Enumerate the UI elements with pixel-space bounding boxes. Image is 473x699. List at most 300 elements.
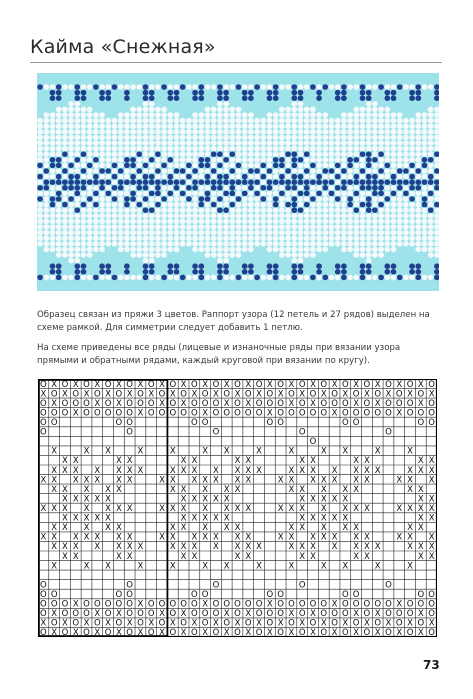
knit-stitch <box>192 163 198 169</box>
knit-stitch <box>279 252 285 258</box>
knit-stitch <box>366 118 372 124</box>
knit-stitch <box>260 185 266 191</box>
symbol-x: X <box>83 475 90 486</box>
knit-stitch <box>409 84 415 90</box>
knit-stitch <box>360 185 366 191</box>
symbol-o: O <box>374 408 382 419</box>
knit-stitch <box>341 196 347 202</box>
knit-stitch <box>254 191 260 197</box>
knit-stitch <box>378 129 384 135</box>
symbol-o: O <box>395 618 403 629</box>
knit-stitch <box>74 174 80 180</box>
knit-stitch <box>167 202 173 208</box>
symbol-x: X <box>342 494 349 505</box>
knit-stitch <box>149 123 155 129</box>
knit-stitch <box>112 207 118 213</box>
knit-stitch <box>99 135 105 141</box>
knit-stitch <box>155 202 161 208</box>
knit-stitch <box>242 129 248 135</box>
knit-stitch <box>74 95 80 101</box>
symbol-x: X <box>353 542 360 553</box>
knit-stitch <box>310 207 316 213</box>
symbol-x: X <box>51 628 58 637</box>
symbol-x: X <box>169 523 176 534</box>
knitted-sample-photo <box>37 73 439 291</box>
symbol-o: O <box>169 599 177 610</box>
knit-stitch <box>74 118 80 124</box>
symbol-o: O <box>234 408 241 419</box>
knit-stitch <box>136 191 142 197</box>
knit-stitch <box>415 213 421 219</box>
symbol-o: O <box>244 618 252 629</box>
knit-stitch <box>205 207 211 213</box>
symbol-x: X <box>320 484 327 495</box>
knit-stitch <box>167 185 173 191</box>
knit-stitch <box>186 168 192 174</box>
knit-stitch <box>124 174 130 180</box>
knit-stitch <box>93 146 99 152</box>
knit-stitch <box>242 118 248 124</box>
knit-stitch <box>329 207 335 213</box>
symbol-x: X <box>115 484 122 495</box>
knit-stitch <box>62 235 68 241</box>
knit-stitch <box>360 118 366 124</box>
knit-stitch <box>260 213 266 219</box>
knit-stitch <box>124 168 130 174</box>
symbol-x: X <box>137 628 144 637</box>
symbol-x: X <box>417 551 424 562</box>
knit-stitch <box>353 230 359 236</box>
knit-stitch <box>93 118 99 124</box>
knit-stitch <box>285 224 291 230</box>
knit-stitch <box>415 196 421 202</box>
knit-stitch <box>112 191 118 197</box>
knit-stitch <box>360 174 366 180</box>
knit-stitch <box>267 146 273 152</box>
symbol-x: X <box>115 379 122 390</box>
knit-stitch <box>143 90 149 96</box>
knit-stitch <box>62 179 68 185</box>
knit-stitch <box>161 135 167 141</box>
symbol-o: O <box>255 599 263 610</box>
knit-stitch <box>366 185 372 191</box>
knit-stitch <box>279 241 285 247</box>
symbol-o: O <box>428 628 435 637</box>
knit-stitch <box>329 202 335 208</box>
knit-stitch <box>81 146 87 152</box>
knit-stitch <box>130 146 136 152</box>
symbol-x: X <box>105 523 112 534</box>
knit-stitch <box>322 219 328 225</box>
symbol-x: X <box>213 618 219 629</box>
knit-stitch <box>341 275 347 281</box>
knit-stitch <box>112 123 118 129</box>
symbol-x: X <box>94 513 101 524</box>
knit-stitch <box>254 241 260 247</box>
knitted-sample-illustration <box>37 73 439 291</box>
knit-stitch <box>366 213 372 219</box>
knit-stitch <box>273 118 279 124</box>
knit-stitch <box>335 219 341 225</box>
knit-stitch <box>422 241 428 247</box>
knit-stitch <box>260 241 266 247</box>
knit-stitch <box>68 135 74 141</box>
symbol-x: X <box>288 609 295 620</box>
knit-stitch <box>143 168 149 174</box>
symbol-x: X <box>407 618 413 629</box>
knit-stitch <box>335 174 341 180</box>
knit-stitch <box>384 219 390 225</box>
symbol-x: X <box>169 475 176 486</box>
knit-stitch <box>192 129 198 135</box>
knit-stitch <box>211 191 217 197</box>
knit-stitch <box>248 135 254 141</box>
knit-stitch <box>50 129 56 135</box>
knit-stitch <box>291 263 297 269</box>
knit-stitch <box>223 95 229 101</box>
knit-stitch <box>229 118 235 124</box>
knit-stitch <box>149 196 155 202</box>
knit-stitch <box>372 146 378 152</box>
knit-stitch <box>167 112 173 118</box>
knit-stitch <box>378 146 384 152</box>
knit-stitch <box>81 275 87 281</box>
knit-stitch <box>298 269 304 275</box>
symbol-x: X <box>223 484 230 495</box>
knit-stitch <box>304 146 310 152</box>
symbol-x: X <box>40 504 47 514</box>
symbol-x: X <box>353 628 360 637</box>
knit-stitch <box>217 157 223 163</box>
symbol-x: X <box>83 494 90 505</box>
symbol-o: O <box>417 408 425 419</box>
symbol-x: X <box>213 475 219 486</box>
knit-stitch <box>186 196 192 202</box>
knit-stitch <box>310 213 316 219</box>
knit-stitch <box>372 140 378 146</box>
symbol-o: O <box>352 618 360 629</box>
knit-stitch <box>37 151 43 157</box>
knit-stitch <box>43 185 49 191</box>
knit-stitch <box>99 269 105 275</box>
knit-stitch <box>397 123 403 129</box>
knit-stitch <box>217 191 223 197</box>
symbol-x: X <box>234 484 241 495</box>
knit-stitch <box>366 263 372 269</box>
knit-stitch <box>56 146 62 152</box>
knit-stitch <box>223 101 229 107</box>
knit-stitch <box>236 179 242 185</box>
knit-stitch <box>192 196 198 202</box>
knit-stitch <box>198 95 204 101</box>
knit-stitch <box>322 146 328 152</box>
symbol-o: O <box>191 628 198 637</box>
knit-stitch <box>56 168 62 174</box>
knit-stitch <box>118 157 124 163</box>
symbol-o: O <box>266 398 274 409</box>
symbol-x: X <box>353 379 360 390</box>
symbol-o: O <box>93 618 101 629</box>
symbol-o: O <box>104 379 112 390</box>
knit-stitch <box>217 163 223 169</box>
knit-stitch <box>43 213 49 219</box>
knit-stitch <box>74 219 80 225</box>
knit-stitch <box>409 135 415 141</box>
knit-stitch <box>130 112 136 118</box>
symbol-x: X <box>62 494 68 505</box>
knit-stitch <box>347 146 353 152</box>
symbol-x: X <box>180 494 187 505</box>
knit-stitch <box>198 174 204 180</box>
knit-stitch <box>192 202 198 208</box>
symbol-x: X <box>407 504 413 514</box>
knit-stitch <box>254 196 260 202</box>
knit-stitch <box>211 123 217 129</box>
symbol-x: X <box>62 618 68 629</box>
knit-stitch <box>56 263 62 269</box>
symbol-x: X <box>245 504 252 514</box>
symbol-x: X <box>202 513 209 524</box>
knit-stitch <box>112 224 118 230</box>
knit-stitch <box>335 151 341 157</box>
knit-stitch <box>105 263 111 269</box>
knit-stitch <box>180 224 186 230</box>
knit-stitch <box>391 95 397 101</box>
symbol-o: O <box>277 609 284 620</box>
knit-stitch <box>155 168 161 174</box>
symbol-x: X <box>62 504 68 514</box>
symbol-x: X <box>191 456 198 467</box>
symbol-x: X <box>126 504 133 514</box>
knit-stitch <box>384 224 390 230</box>
symbol-x: X <box>310 379 316 390</box>
knit-stitch <box>229 146 235 152</box>
knit-stitch <box>56 157 62 163</box>
knit-stitch <box>428 235 434 241</box>
knit-stitch <box>322 163 328 169</box>
knit-stitch <box>62 112 68 118</box>
knit-stitch <box>242 163 248 169</box>
knit-stitch <box>105 168 111 174</box>
knit-stitch <box>198 151 204 157</box>
knit-stitch <box>50 179 56 185</box>
knit-stitch <box>217 118 223 124</box>
symbol-x: X <box>51 504 58 514</box>
knit-stitch <box>335 241 341 247</box>
knit-stitch <box>285 163 291 169</box>
symbol-x: X <box>94 609 101 620</box>
knit-stitch <box>62 84 68 90</box>
knit-stitch <box>285 202 291 208</box>
knit-stitch <box>118 163 124 169</box>
knit-stitch <box>384 112 390 118</box>
symbol-x: X <box>407 523 413 534</box>
knit-stitch <box>347 174 353 180</box>
knit-stitch <box>174 118 180 124</box>
knit-stitch <box>198 118 204 124</box>
symbol-o: O <box>126 398 134 409</box>
knit-stitch <box>267 185 273 191</box>
knit-stitch <box>105 90 111 96</box>
symbol-o: O <box>40 628 47 637</box>
knit-stitch <box>378 196 384 202</box>
knit-stitch <box>341 230 347 236</box>
knit-stitch <box>378 252 384 258</box>
knit-stitch <box>254 202 260 208</box>
symbol-x: X <box>51 446 58 457</box>
knit-stitch <box>366 252 372 258</box>
knit-stitch <box>248 123 254 129</box>
symbol-x: X <box>105 504 112 514</box>
knit-stitch <box>198 185 204 191</box>
symbol-x: X <box>159 628 165 637</box>
knit-stitch <box>211 146 217 152</box>
knit-stitch <box>56 174 62 180</box>
knit-stitch <box>366 112 372 118</box>
knit-stitch <box>273 235 279 241</box>
knit-stitch <box>211 151 217 157</box>
knit-stitch <box>384 84 390 90</box>
knit-stitch <box>267 179 273 185</box>
knit-stitch <box>217 207 223 213</box>
knit-stitch <box>37 275 43 281</box>
knit-stitch <box>291 95 297 101</box>
knit-stitch <box>37 135 43 141</box>
knit-stitch <box>353 123 359 129</box>
knit-stitch <box>378 275 384 281</box>
knit-stitch <box>136 252 142 258</box>
symbol-o: O <box>169 379 177 390</box>
knit-stitch <box>316 90 322 96</box>
symbol-x: X <box>234 542 241 553</box>
knit-stitch <box>143 230 149 236</box>
symbol-x: X <box>191 389 198 400</box>
knit-stitch <box>167 163 173 169</box>
knit-stitch <box>167 84 173 90</box>
symbol-o: O <box>320 628 328 637</box>
knit-stitch <box>298 135 304 141</box>
symbol-o: O <box>266 389 274 400</box>
knit-stitch <box>149 275 155 281</box>
knit-stitch <box>291 213 297 219</box>
knit-stitch <box>174 196 180 202</box>
symbol-o: O <box>298 599 306 610</box>
knit-stitch <box>360 157 366 163</box>
knit-stitch <box>397 157 403 163</box>
knit-stitch <box>304 241 310 247</box>
knit-stitch <box>347 196 353 202</box>
symbol-o: O <box>50 418 58 428</box>
knit-stitch <box>415 275 421 281</box>
knit-stitch <box>236 140 242 146</box>
knit-stitch <box>310 118 316 124</box>
knit-stitch <box>105 174 111 180</box>
knit-stitch <box>105 219 111 225</box>
knit-stitch <box>87 235 93 241</box>
knit-stitch <box>205 219 211 225</box>
knit-stitch <box>254 140 260 146</box>
symbol-x: X <box>417 465 424 476</box>
knit-stitch <box>310 123 316 129</box>
symbol-x: X <box>169 561 176 572</box>
knit-stitch <box>335 185 341 191</box>
knit-stitch <box>248 241 254 247</box>
symbol-x: X <box>417 504 424 514</box>
knit-stitch <box>242 207 248 213</box>
knit-stitch <box>99 157 105 163</box>
knit-stitch <box>384 90 390 96</box>
knit-stitch <box>384 95 390 101</box>
knit-stitch <box>384 107 390 113</box>
knit-stitch <box>415 207 421 213</box>
symbol-o: O <box>298 398 306 409</box>
knit-stitch <box>118 179 124 185</box>
knit-stitch <box>254 219 260 225</box>
knit-stitch <box>347 241 353 247</box>
symbol-x: X <box>40 618 47 629</box>
symbol-x: X <box>310 542 316 553</box>
knit-stitch <box>347 112 353 118</box>
knit-stitch <box>174 241 180 247</box>
knit-stitch <box>205 213 211 219</box>
knit-stitch <box>105 129 111 135</box>
knit-stitch <box>428 107 434 113</box>
knit-stitch <box>223 112 229 118</box>
knit-stitch <box>43 235 49 241</box>
knit-stitch <box>143 101 149 107</box>
symbol-x: X <box>72 408 79 419</box>
knit-stitch <box>273 179 279 185</box>
symbol-x: X <box>40 532 47 543</box>
symbol-o: O <box>126 599 134 610</box>
symbol-o: O <box>341 628 349 637</box>
knit-stitch <box>50 241 56 247</box>
knit-stitch <box>87 275 93 281</box>
knit-stitch <box>93 213 99 219</box>
knit-stitch <box>267 275 273 281</box>
symbol-x: X <box>223 628 230 637</box>
knit-stitch <box>229 252 235 258</box>
symbol-x: X <box>353 504 360 514</box>
knit-stitch <box>304 179 310 185</box>
knit-stitch <box>384 151 390 157</box>
symbol-x: X <box>202 523 209 534</box>
knit-stitch <box>130 207 136 213</box>
symbol-x: X <box>353 484 360 495</box>
knit-stitch <box>136 157 142 163</box>
knit-stitch <box>143 263 149 269</box>
symbol-o: O <box>72 618 80 629</box>
knit-stitch <box>105 235 111 241</box>
symbol-o: O <box>212 580 220 591</box>
knit-stitch <box>353 207 359 213</box>
knit-stitch <box>366 230 372 236</box>
knit-stitch <box>161 84 167 90</box>
knit-stitch <box>291 219 297 225</box>
symbol-x: X <box>180 504 187 514</box>
knit-stitch <box>155 140 161 146</box>
knit-stitch <box>149 151 155 157</box>
symbol-o: O <box>115 408 123 419</box>
symbol-x: X <box>396 532 403 543</box>
knit-stitch <box>37 235 43 241</box>
knit-stitch <box>248 179 254 185</box>
knit-stitch <box>186 163 192 169</box>
symbol-x: X <box>40 475 47 486</box>
knit-stitch <box>298 95 304 101</box>
knit-stitch <box>360 219 366 225</box>
knit-stitch <box>415 118 421 124</box>
